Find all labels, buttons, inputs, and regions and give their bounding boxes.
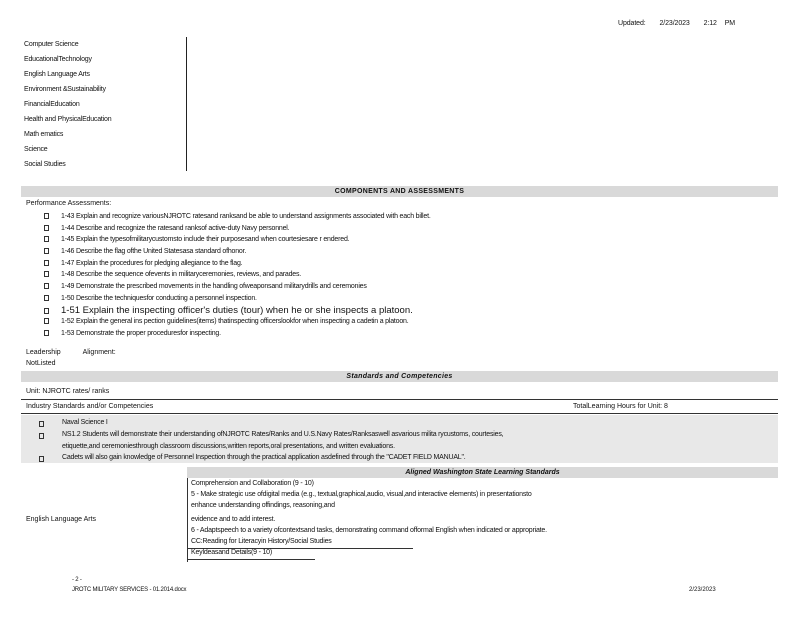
checkbox-icon xyxy=(44,236,49,242)
checkbox-icon xyxy=(44,330,49,336)
components-header: COMPONENTS AND ASSESSMENTS xyxy=(21,186,778,197)
industry-standards-list xyxy=(21,415,778,463)
assessment-item: 1-43 Explain and recognize variousNJROTC ratesand ranksand be able to understand assignments associated with each billet. xyxy=(44,211,784,223)
performance-label: Performance Assessments: xyxy=(26,200,112,207)
assessment-item: 1-51 Explain the inspecting officer's duties (tour) when he or she inspects a platoon. xyxy=(44,305,784,317)
standard-line: 6 - Adaptspeech to a variety ofcontextsand tasks, demonstrating command offormal English when indicated or appropriate. xyxy=(191,527,547,534)
assessment-item: 1-52 Explain the general ins pection guidelines(items) thatinspecting officerslookfor when inspecting a cadetin a platoon. xyxy=(44,316,784,328)
checkbox-icon xyxy=(39,456,44,462)
not-listed: NotListed xyxy=(26,360,56,367)
industry-label: Industry Standards and/or Competencies xyxy=(26,403,154,410)
checkbox-icon xyxy=(44,225,49,231)
updated-label: Updated: xyxy=(618,20,646,27)
industry-item-continued: etiquette,and ceremoniesthrough classroom discussions,written reports,oral presentations, and written evaluations. xyxy=(62,443,395,450)
aligned-standards-header: Aligned Washington State Learning Standards xyxy=(187,467,778,478)
subject-item: Environment &Sustainability xyxy=(24,86,106,93)
standard-line: Keyldeasand Details(9 - 10) xyxy=(191,549,272,556)
assessment-item: 1-49 Demonstrate the prescribed movements in the handling ofweaponsand militarydrills and ceremonies xyxy=(44,281,784,293)
standard-line: Comprehension and Collaboration (9 - 10) xyxy=(191,480,314,487)
industry-item: Cadets will also gain knowledge of Personnel Inspection through the practical application asdefined through the "CADET FIELD MANUAL". xyxy=(39,454,466,462)
leadership-label: Leadership xyxy=(26,349,61,356)
checkbox-icon xyxy=(44,260,49,266)
assessment-item: 1-45 Explain the typesofmilitarycustomsto include their purposesand when courtesiesare r endered. xyxy=(44,234,784,246)
checkbox-icon xyxy=(44,271,49,277)
assessment-item: 1-47 Explain the procedures for pledging allegiance to the flag. xyxy=(44,258,784,270)
checkbox-icon xyxy=(44,283,49,289)
checkbox-icon xyxy=(44,308,49,314)
column-divider xyxy=(187,478,188,562)
subject-item: FinancialEducation xyxy=(24,101,80,108)
subject-item: Computer Science xyxy=(24,41,79,48)
subject-item: Math ematics xyxy=(24,131,64,138)
divider xyxy=(21,399,778,400)
updated-date: 2/23/2023 xyxy=(659,20,690,27)
subject-item: Science xyxy=(24,146,48,153)
divider xyxy=(187,559,315,560)
subject-list xyxy=(24,37,187,171)
standard-line: enhance understanding offindings, reasoning,and xyxy=(191,502,335,509)
page-number: - 2 - xyxy=(72,577,82,583)
checkbox-icon xyxy=(39,433,44,439)
checkbox-icon xyxy=(44,318,49,324)
checkbox-icon xyxy=(39,421,44,427)
subject-item: Health and PhysicalEducation xyxy=(24,116,112,123)
assessment-item: 1-53 Demonstrate the proper proceduresfor inspecting. xyxy=(44,328,784,340)
updated-ampm: PM xyxy=(724,20,735,27)
footer-doc-name: JROTC MILITARY SERVICES - 01.2014.docx xyxy=(72,587,187,593)
assessment-item: 1-44 Describe and recognize the ratesand ranksof active-duty Navy personnel. xyxy=(44,223,784,235)
industry-item: NS1.2 Students will demonstrate their understanding ofNJROTC Rates/Ranks and U.S.Navy Rates/Ranksaswell asvarious milita rycustoms, courtesies, xyxy=(39,431,503,439)
standards-header: Standards and Competencies xyxy=(21,371,778,382)
checkbox-icon xyxy=(44,248,49,254)
english-label: English Language Arts xyxy=(26,516,97,523)
subject-item: EducationalTechnology xyxy=(24,56,92,63)
alignment-label: Alignment: xyxy=(82,349,116,356)
updated-time: 2:12 xyxy=(703,20,717,27)
hours-label: TotalLearning Hours for Unit: 8 xyxy=(573,403,668,410)
standard-line: evidence and to add interest. xyxy=(191,516,276,523)
assessment-item: 1-48 Describe the sequence ofevents in militaryceremonies, reviews, and parades. xyxy=(44,269,784,281)
leadership-alignment xyxy=(26,347,138,369)
updated-timestamp xyxy=(618,20,747,27)
checkbox-icon xyxy=(44,213,49,219)
subject-item: Social Studies xyxy=(24,161,66,168)
divider xyxy=(21,413,778,414)
assessment-item: 1-50 Describe the techniquesfor conducting a personnel inspection. xyxy=(44,293,784,305)
industry-item: Naval Science I xyxy=(39,419,108,427)
unit-line: Unit: NJROTC rates/ ranks xyxy=(26,388,110,395)
subject-item: English Language Arts xyxy=(24,71,90,78)
assessment-list xyxy=(44,211,784,340)
standard-line: CC:Reading for Literacyin History/Social Studies xyxy=(191,538,332,545)
assessment-item: 1-46 Describe the flag ofthe United Statesasa standard ofhonor. xyxy=(44,246,784,258)
standard-line: 5 - Make strategic use ofdigital media (e.g., textual,graphical,audio, visual,and interactive elements) in presentationsto xyxy=(191,491,532,498)
checkbox-icon xyxy=(44,295,49,301)
footer-date: 2/23/2023 xyxy=(689,587,716,593)
